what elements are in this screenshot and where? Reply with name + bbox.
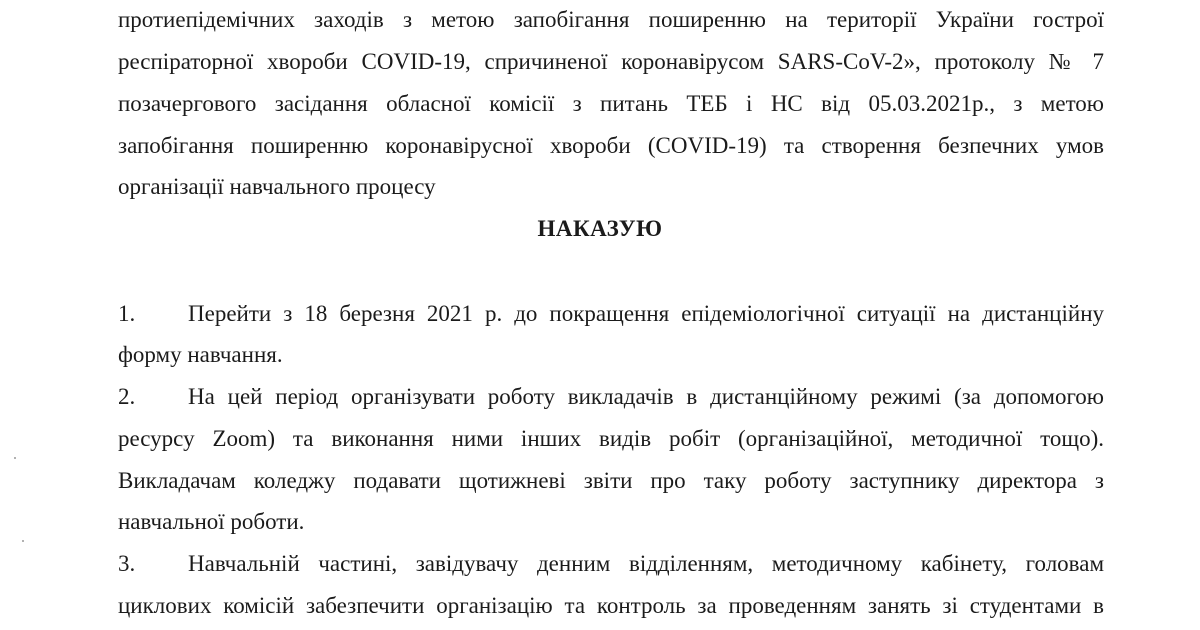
scan-speck bbox=[22, 540, 24, 542]
preamble-line: позачергового засідання обласної комісії з питань ТЕБ і НС від 05.03.2021р., з метою bbox=[118, 91, 1104, 116]
preamble-line: запобігання поширенню коронавірусної хвороби (COVID-19) та створення безпечних умов bbox=[118, 133, 1104, 158]
item-number: 2. bbox=[118, 384, 136, 409]
preamble-line: респіраторної хвороби COVID-19, спричиненої коронавірусом SARS-CoV-2», протоколу № 7 bbox=[118, 49, 1104, 74]
item-line: ресурсу Zoom) та виконання ними інших видів робіт (організаційної, методичної тощо). bbox=[118, 426, 1104, 451]
item-first-line: Перейти з 18 березня 2021 р. до покращення епідеміологічної ситуації на дистанційну bbox=[188, 301, 1104, 326]
item-first-line: Навчальній частині, завідувачу денним відділенням, методичному кабінету, головам bbox=[188, 551, 1104, 576]
preamble-line: організації навчального процесу bbox=[118, 174, 436, 199]
preamble-line: протиепідемічних заходів з метою запобігання поширенню на території України гострої bbox=[118, 7, 1104, 32]
item-first-line: На цей період організувати роботу викладачів в дистанційному режимі (за допомогою bbox=[188, 384, 1104, 409]
item-number: 1. bbox=[118, 301, 136, 326]
item-number: 3. bbox=[118, 551, 136, 576]
scan-speck bbox=[14, 457, 16, 459]
item-line: циклових комісій забезпечити організацію та контроль за проведенням занять зі студентами в bbox=[118, 593, 1104, 618]
item-line: Викладачам коледжу подавати щотижневі звіти про таку роботу заступнику директора з bbox=[118, 468, 1104, 493]
item-line: форму навчання. bbox=[118, 342, 283, 367]
item-line: навчальної роботи. bbox=[118, 509, 305, 534]
order-heading: НАКАЗУЮ bbox=[537, 216, 663, 241]
